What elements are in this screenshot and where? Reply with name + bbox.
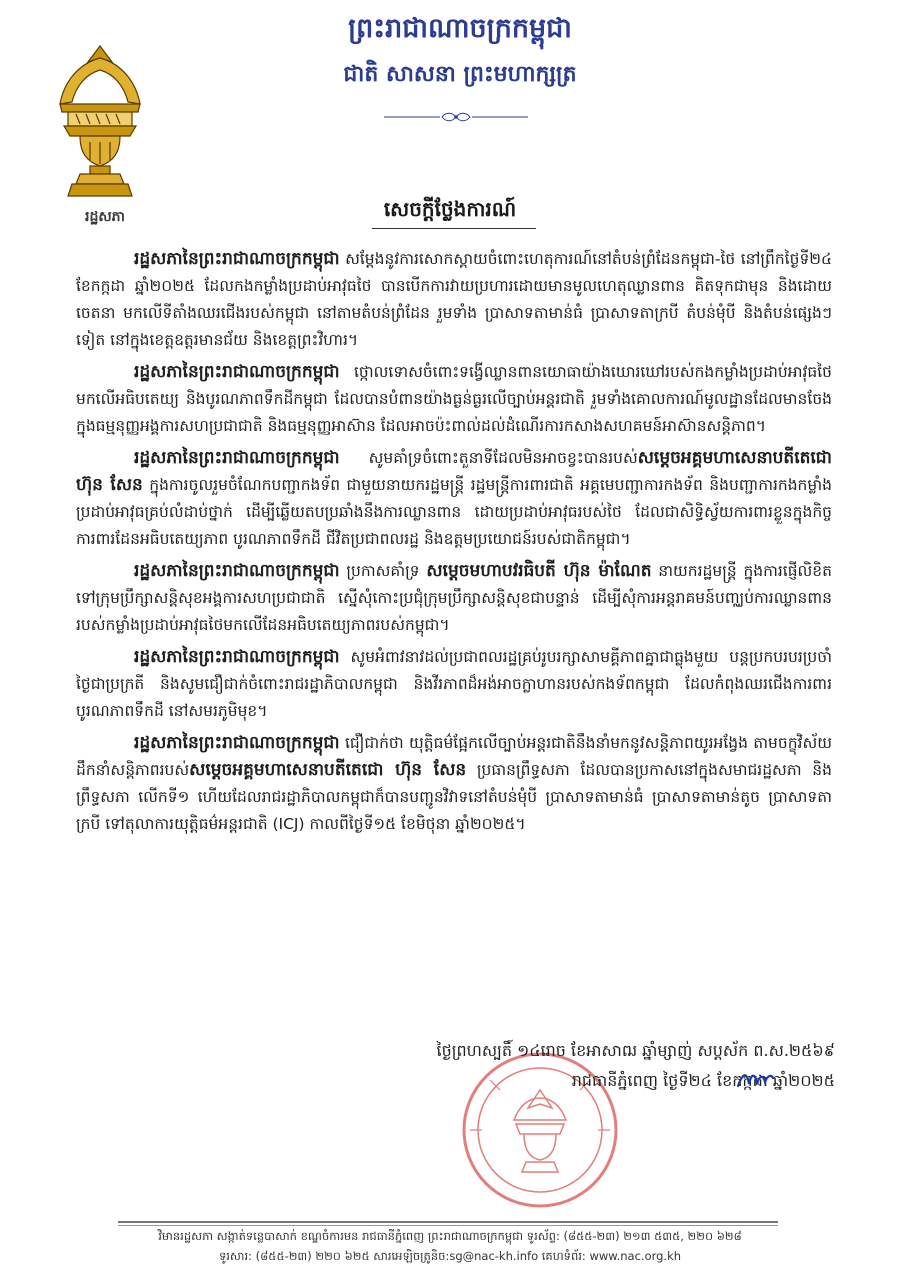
footer-contact: ទូរសារ: (៨៥៥-២៣) ២២០ ៦២៥ សារអេឡិចត្រូនិច:sg@nac-kh.info គេហទំព័រ: www.nac.org.kh [218,1249,682,1263]
paragraph [76,246,832,354]
lunar-date: ថ្ងៃព្រហស្បតិ៍ ១៤រោច ខែអាសាឍ ឆ្នាំម្សាញ់ សប្តស័ក ព.ស.២៥៦៩ [436,1041,835,1060]
paragraph-text: សម្តែងនូវការសោកស្តាយចំពោះហេតុការណ៍នៅតំបន់ព្រំដែនកម្ពុជា-ថៃ នៅព្រឹកថ្ងៃទី២៤ ខែកក្កដា ឆ្នាំ២០២៥ ដែលកងកម្លាំងប្រដាប់អាវុធថៃ បានបើកការវាយប្រហារដោយមានមូលហេតុឈ្លានពាន គិតទុកជាមុន និងដោយចេតនា មកលើទីតាំងឈរជើងរបស់កម្ពុជា នៅតាមតំបន់ព្រំដែន រួមទាំង ប្រាសាទតាមាន់ធំ ប្រាសាទតាក្របី តំបន់មុំបី និងតំបន់ផ្សេងៗទៀត នៅក្នុងខេត្តឧត្តរមានជ័យ និងខេត្តព្រះវិហារ។ [76,250,832,349]
person-name: សម្តេចមហាបវរធិបតី ហ៊ុន ម៉ាណែត [426,561,652,581]
national-motto: ជាតិ សាសនា ព្រះមហាក្សត្រ [343,62,577,87]
person-name: សម្តេចអគ្គមហាសេនាបតីតេជោ ហ៊ុន សែន [76,448,832,495]
paragraph [76,445,832,553]
organization-label: រដ្ឋសភា [85,209,125,225]
kingdom-title: ព្រះរាជាណាចក្រកម្ពុជា [348,13,572,44]
paragraph-text: ថ្កោលទោសចំពោះទង្វើឈ្លានពានយោធាយ៉ាងឃោរឃៅរបស់កងកម្លាំងប្រដាប់អាវុធថៃ មកលើអធិបតេយ្យ និងបូរណភាពទឹកដីកម្ពុជា ដែលបានបំពានយ៉ាងធ្ងន់ធ្ងរលើច្បាប់អន្តរជាតិ រួមទាំងគោលការណ៍មូលដ្ឋានដែលមានចែងក្នុងធម្មនុញ្ញអង្គការសហប្រជាជាតិ និងធម្មនុញ្ញអាស៊ាន ដែលអាចប៉ះពាល់ដល់ដំណើរការកសាងសហគមន៍អាស៊ានសន្តិភាព។ [76,363,832,435]
paragraph [76,730,832,838]
paragraph [76,644,832,725]
paragraph-text: ក្នុងការចូលរួមចំណែកបញ្ជាកងទ័ព ជាមួយនាយករដ្ឋមន្ត្រី រដ្ឋមន្ត្រីការពារជាតិ អគ្គមេបញ្ជាការកងទ័ព និងបញ្ជាការកងកម្លាំងប្រដាប់អាវុធគ្រប់លំដាប់ថ្នាក់ ដើម្បីឆ្លើយតបប្រឆាំងនឹងការឈ្លានពាន ដោយប្រដាប់អាវុធរបស់ថៃ ដែលជាសិទ្ធិស្វ័យការពារខ្លួនក្នុងកិច្ចការពារដែនអធិបតេយ្យភាព បូរណភាពទឹកដី ជីវិតប្រជាពលរដ្ឋ និងឧត្តមប្រយោជន៍របស់ជាតិកម្ពុជា។ [76,476,832,548]
paragraph-text: សូមអំពាវនាវដល់ប្រជាពលរដ្ឋគ្រប់រូបរក្សាសាមគ្គីភាពគ្នាជាធ្លុងមួយ បន្តប្រកបរបរប្រចាំថ្ងៃជាប្រក្រតី និងសូមជឿជាក់ចំពោះរាជរដ្ឋាភិបាលកម្ពុជា និងវីរភាពដ៏អង់អាចក្លាហានរបស់កងទ័ពកម្ពុជា ដែលកំពុងឈរជើងការពារបូរណភាពទឹកដី នៅសមរភូមិមុខ។ [76,648,832,720]
decorative-divider-icon [382,110,530,124]
signature-icon [735,1066,775,1094]
paragraph-text: សូមគាំទ្រចំពោះតួនាទីដែលមិនអាចខ្វះបានរបស់ [339,449,638,467]
solar-date-place: រាជធានីភ្នំពេញ ថ្ងៃទី២៤ ខែកក្កដា ឆ្នាំ២០២៥ [571,1071,835,1090]
document-title: សេចក្តីថ្លែងការណ៍ [383,197,517,221]
national-assembly-emblem-icon [50,42,150,202]
person-name: សម្តេចអគ្គមហាសេនាបតីតេជោ ហ៊ុន សែន [189,760,467,780]
paragraph [76,359,832,440]
paragraph-lead: រដ្ឋសភានៃព្រះរាជាណាចក្រកម្ពុជា [134,561,340,581]
statement-body [76,246,832,843]
title-underline [372,228,536,229]
paragraph-lead: រដ្ឋសភានៃព្រះរាជាណាចក្រកម្ពុជា [134,249,340,269]
paragraph-text: ប្រកាសគាំទ្រ [339,562,427,580]
paragraph-lead: រដ្ឋសភានៃព្រះរាជាណាចក្រកម្ពុជា [134,362,340,382]
paragraph-text: ប្រធានព្រឹទ្ធសភា ដែលបានប្រកាសនៅក្នុងសមាជរដ្ឋសភា និងព្រឹទ្ធសភា លើកទី១ ហើយដែលរាជរដ្ឋាភិបាលកម្ពុជាក៏បានបញ្ជូនវិវាទនៅតំបន់មុំបី ប្រាសាទតាមាន់ធំ ប្រាសាទតាមាន់តូច ប្រាសាទតាក្របី ទៅតុលាការយុត្តិធម៌អន្តរជាតិ (ICJ) កាលពីថ្ងៃទី១៥ ខែមិថុនា ឆ្នាំ២០២៥។ [76,761,832,833]
paragraph-text: នាយករដ្ឋមន្ត្រី ក្នុងការផ្ញើលិខិតទៅក្រុមប្រឹក្សាសន្តិសុខអង្គការសហប្រជាជាតិ ស្នើសុំកោះប្រជុំក្រុមប្រឹក្សាសន្តិសុខជាបន្ទាន់ ដើម្បីសុំការអន្តរាគមន៍បញ្ឈប់ការឈ្លានពានរបស់កម្លាំងប្រដាប់អាវុធថៃមកលើដែនអធិបតេយ្យភាពរបស់កម្ពុជា។ [76,562,832,634]
footer-divider [118,1225,778,1226]
paragraph-text: ជឿជាក់ថា យុត្តិធម៌ផ្អែកលើច្បាប់អន្តរជាតិនឹងនាំមកនូវសន្តិភាពយូរអង្វែង តាមចក្ខុវិស័យដឹកនាំសន្តិភាពរបស់ [76,734,832,779]
paragraph-lead: រដ្ឋសភានៃព្រះរាជាណាចក្រកម្ពុជា [134,647,340,667]
paragraph-lead: រដ្ឋសភានៃព្រះរាជាណាចក្រកម្ពុជា [134,733,340,753]
paragraph [76,558,832,639]
footer-divider [118,1221,778,1223]
footer-address: វិមានរដ្ឋសភា សង្កាត់ទន្លេបាសាក់ ខណ្ឌចំការមន រាជធានីភ្នំពេញ ព្រះរាជាណាចក្រកម្ពុជា ទូរស័ព្ទ: (៨៥៥-២៣) ២១៣ ៥៣៥, ២២០ ៦២៨ [158,1229,742,1243]
paragraph-lead: រដ្ឋសភានៃព្រះរាជាណាចក្រកម្ពុជា [134,448,340,468]
